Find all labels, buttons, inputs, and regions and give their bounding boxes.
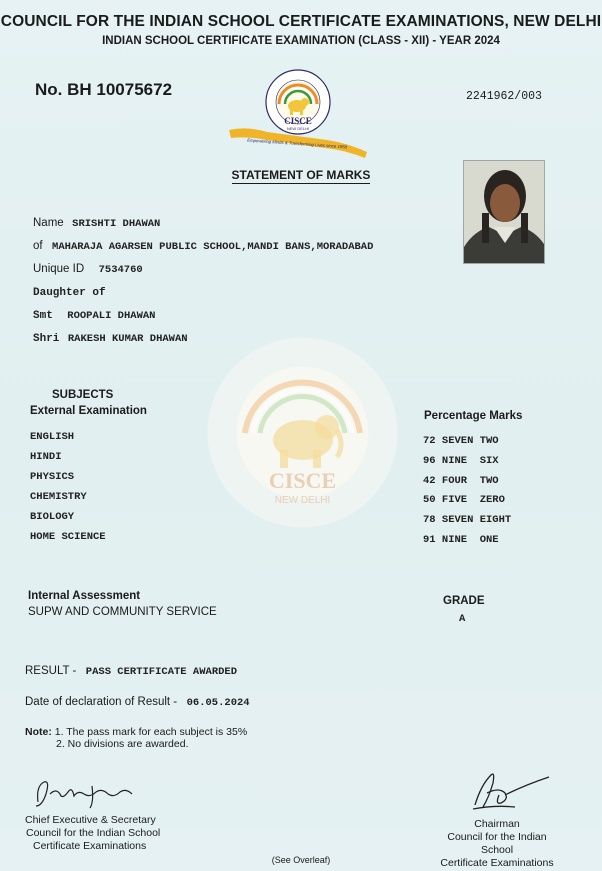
student-photo — [463, 160, 545, 264]
father-row — [33, 328, 188, 346]
subject-name: HOME SCIENCE — [30, 531, 106, 543]
chairman-signature — [465, 765, 555, 815]
declaration-date: 06.05.2024 — [186, 697, 250, 709]
note-2: 2. No divisions are awarded. — [56, 738, 189, 750]
subject-list — [30, 427, 106, 547]
left-signatory — [25, 814, 160, 853]
serial-number: 2241962/003 — [466, 90, 542, 103]
father-name: RAKESH KUMAR DHAWAN — [67, 333, 188, 345]
notes — [25, 726, 247, 750]
mother-row — [33, 305, 155, 323]
statement-title-text: STATEMENT OF MARKS — [231, 168, 371, 182]
watermark-name: CISCE — [268, 468, 337, 493]
daughter-of-label: Daughter of — [33, 287, 106, 299]
of-label: of — [33, 240, 43, 252]
mother-label: Smt — [33, 310, 53, 322]
declaration-label: Date of declaration of Result - — [25, 696, 178, 708]
subject-name: HINDI — [30, 451, 62, 463]
see-overleaf: (See Overleaf) — [271, 855, 331, 865]
father-label: Shri — [33, 333, 60, 345]
note-1: 1. The pass mark for each subject is 35% — [54, 726, 248, 738]
right-signatory-org: Council for the Indian School — [447, 831, 547, 856]
grade-heading: GRADE — [443, 595, 485, 607]
result-value: PASS CERTIFICATE AWARDED — [85, 666, 238, 678]
subject-name: BIOLOGY — [30, 511, 75, 523]
logo-ribbon-text: Empowering Minds & Transforming Lives since 1958 — [247, 137, 348, 150]
left-signatory-title: Chief Executive & Secretary — [25, 814, 156, 826]
daughter-of-row — [33, 282, 106, 300]
marks-list — [423, 432, 511, 551]
result-row — [25, 661, 237, 679]
chief-executive-signature — [32, 772, 142, 812]
subject-marks: 78 SEVEN EIGHT — [423, 514, 512, 527]
subject-name: CHEMISTRY — [30, 491, 87, 503]
external-exam-heading: External Examination — [30, 405, 147, 417]
logo-city: NEW DELHI — [286, 126, 310, 131]
cisce-watermark-seal — [205, 335, 400, 530]
result-label: RESULT - — [25, 665, 77, 677]
exam-title: INDIAN SCHOOL CERTIFICATE EXAMINATION (CLASS - XII) - YEAR 2024 — [102, 35, 500, 47]
uid-label: Unique ID — [33, 263, 85, 275]
subject-name: ENGLISH — [30, 431, 75, 443]
student-photo-image — [464, 161, 545, 264]
declaration-row — [25, 692, 250, 710]
right-signatory-title: Chairman — [474, 818, 520, 830]
unique-id: 7534760 — [98, 264, 143, 276]
note-label: Note: — [25, 726, 52, 738]
name-label: Name — [33, 217, 64, 229]
council-title: COUNCIL FOR THE INDIAN SCHOOL CERTIFICATE EXAMINATIONS, NEW DELHI — [0, 13, 602, 30]
subject-name: PHYSICS — [30, 471, 75, 483]
logo-name: CISCE — [284, 116, 312, 126]
subject-marks: 72 SEVEN TWO — [423, 435, 499, 447]
percentage-marks-heading: Percentage Marks — [424, 410, 523, 422]
internal-assessment-heading: Internal Assessment — [28, 590, 141, 602]
subjects-heading: SUBJECTS — [52, 389, 114, 401]
name-row — [33, 213, 160, 231]
grade-value: A — [459, 613, 466, 625]
student-name: SRISHTI DHAWAN — [72, 218, 161, 230]
subject-marks: 91 NINE ONE — [423, 533, 499, 546]
school-row — [33, 236, 373, 254]
subject-marks: 42 FOUR TWO — [423, 474, 499, 487]
uid-row — [33, 259, 143, 277]
cisce-logo — [227, 68, 370, 160]
subject-marks: 96 NINE SIX — [423, 454, 499, 467]
right-signatory-org-2: Certificate Examinations — [440, 857, 554, 869]
internal-subject: SUPW AND COMMUNITY SERVICE — [28, 606, 217, 618]
school-name: MAHARAJA AGARSEN PUBLIC SCHOOL,MANDI BANS,MORADABAD — [52, 241, 374, 253]
certificate-number: No. BH 10075672 — [35, 80, 173, 99]
mother-name: ROOPALI DHAWAN — [67, 310, 156, 322]
subject-marks: 50 FIVE ZERO — [423, 494, 505, 507]
watermark-city: NEW DELHI — [274, 495, 331, 506]
left-signatory-org: Council for the Indian School — [26, 827, 161, 839]
left-signatory-org-2: Certificate Examinations — [33, 840, 147, 852]
